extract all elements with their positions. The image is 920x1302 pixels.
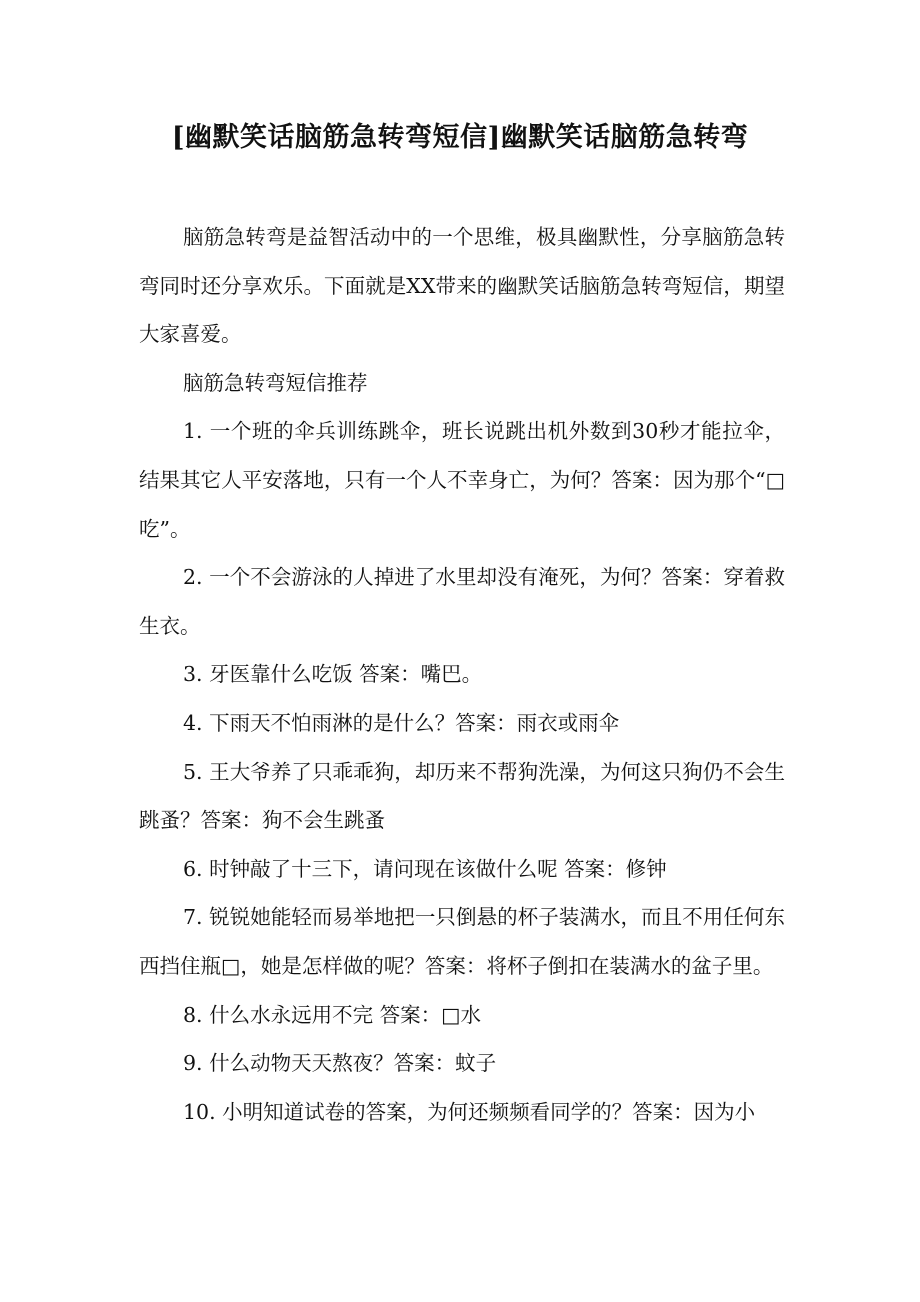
riddle-item-3: 3. 牙医靠什么吃饭 答案：嘴巴。 bbox=[183, 662, 483, 687]
riddle-item-2: 2. 一个不会游泳的人掉进了水里却没有淹死，为何？答案：穿着救生衣。 bbox=[139, 565, 785, 638]
riddle-item-1: 1. 一个班的伞兵训练跳伞，班长说跳出机外数到30秒才能拉伞，结果其它人平安落地，只有一个人不幸身亡，为何？答案：因为那个“□吃”。 bbox=[139, 419, 785, 541]
section-heading: 脑筋急转弯短信推荐 bbox=[183, 370, 368, 395]
riddle-item-5: 5. 王大爷养了只乖乖狗，却历来不帮狗洗澡，为何这只狗仍不会生跳蚤？答案：狗不会生跳蚤 bbox=[139, 759, 785, 833]
riddle-item-8: 8. 什么水永远用不完 答案：□水 bbox=[183, 1002, 481, 1027]
riddle-item-7: 7. 锐锐她能轻而易举地把一只倒悬的杯子装满水，而且不用任何东西挡住瓶□，她是怎样做的呢？答案：将杯子倒扣在装满水的盆子里。 bbox=[139, 905, 785, 978]
riddle-item-10: 10. 小明知道试卷的答案，为何还频频看同学的？答案：因为小 bbox=[183, 1099, 756, 1124]
document-title: [幽默笑话脑筋急转弯短信]幽默笑话脑筋急转弯 bbox=[171, 122, 749, 153]
intro-paragraph: 脑筋急转弯是益智活动中的一个思维，极具幽默性，分享脑筋急转弯同时还分享欢乐。下面就是XX带来的幽默笑话脑筋急转弯短信，期望大家喜爱。 bbox=[139, 225, 785, 347]
document-body bbox=[139, 213, 785, 1136]
riddle-item-4: 4. 下雨天不怕雨淋的是什么？答案：雨衣或雨伞 bbox=[183, 710, 620, 735]
riddle-item-9: 9. 什么动物天天熬夜？答案：蚊子 bbox=[183, 1051, 497, 1076]
riddle-item-6: 6. 时钟敲了十三下，请问现在该做什么呢 答案：修钟 bbox=[183, 856, 667, 881]
